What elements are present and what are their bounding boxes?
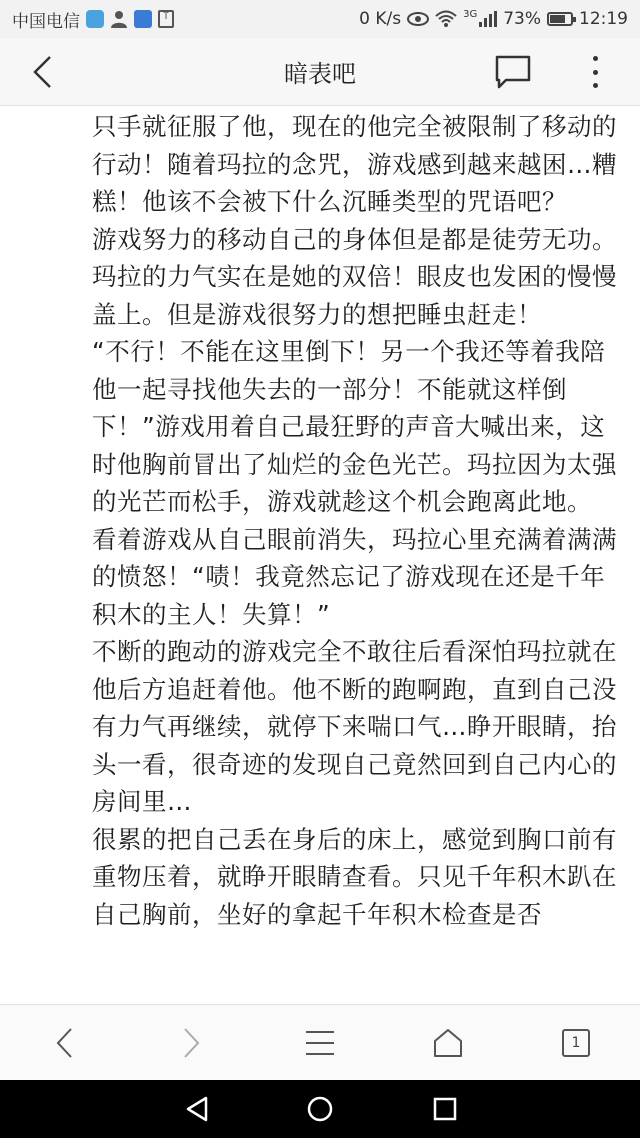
- menu-icon: [304, 1029, 336, 1057]
- battery-fill: [550, 15, 565, 23]
- system-recents-button[interactable]: [430, 1094, 460, 1124]
- browser-toolbar: [0, 1004, 640, 1080]
- system-nav-bar: [0, 1080, 640, 1138]
- more-dot-icon: [593, 70, 598, 75]
- network-type: 3G: [463, 8, 478, 20]
- more-dot-icon: [593, 83, 598, 88]
- browser-menu-button[interactable]: [300, 1023, 340, 1063]
- back-button[interactable]: [24, 54, 60, 90]
- article-content: [92, 108, 622, 1003]
- home-icon: [432, 1028, 464, 1058]
- chevron-right-icon: [183, 1027, 201, 1059]
- carrier-label: 中国电信: [12, 11, 80, 32]
- browser-tabs-button[interactable]: [556, 1023, 596, 1063]
- shield-icon: [134, 10, 152, 28]
- status-bar: [0, 0, 640, 38]
- status-left: [12, 7, 174, 32]
- more-options-button[interactable]: [580, 52, 610, 92]
- signal-icon: [479, 11, 497, 27]
- status-right: [359, 9, 628, 29]
- circle-home-icon: [306, 1095, 334, 1123]
- battery-percent: 73%: [503, 9, 541, 29]
- article-paragraph: 不断的跑动的游戏完全不敢往后看深怕玛拉就在他后方追赶着他。他不断的跑啊跑，直到自己没有力气再继续，就停下来喘口气…睁开眼睛，抬头一看，很奇迹的发现自己竟然回到自己内心的房间里…: [92, 637, 617, 816]
- app-notification-icon: [86, 10, 104, 28]
- more-dot-icon: [593, 56, 598, 61]
- upload-icon: [158, 10, 174, 28]
- wifi-icon: [435, 10, 457, 28]
- article-paragraph: “不行！不能在这里倒下！另一个我还等着我陪他一起寻找他失去的一部分！不能就这样倒下！”游戏用着自己最狂野的声音大喊出来，这时他胸前冒出了灿烂的金色光芒。玛拉因为太强的光芒而松手，游戏就趁这个机会跑离此地。: [92, 337, 617, 516]
- browser-forward-button[interactable]: [172, 1023, 212, 1063]
- browser-home-button[interactable]: [428, 1023, 468, 1063]
- system-home-button[interactable]: [305, 1094, 335, 1124]
- article-paragraph: 很累的把自己丢在身后的床上，感觉到胸口前有重物压着，就睁开眼睛查看。只见千年积木趴在自己胸前，坐好的拿起千年积木检查是否: [92, 824, 617, 929]
- system-back-button[interactable]: [182, 1094, 212, 1124]
- comment-icon: [494, 54, 532, 90]
- app-header: [0, 38, 640, 106]
- battery-icon: [547, 12, 573, 26]
- person-icon: [110, 10, 128, 28]
- tab-count: 1: [562, 1029, 590, 1057]
- article-paragraph: 只手就征服了他，现在的他完全被限制了移动的行动！随着玛拉的念咒，游戏感到越来越困…糟糕！他该不会被下什么沉睡类型的咒语吧？: [92, 112, 617, 216]
- eye-icon: [407, 12, 429, 26]
- article-paragraph: 游戏努力的移动自己的身体但是都是徒劳无功。玛拉的力气实在是她的双倍！眼皮也发困的慢慢盖上。但是游戏很努力的想把睡虫赶走！: [92, 224, 617, 329]
- triangle-back-icon: [185, 1096, 209, 1122]
- chevron-left-icon: [32, 55, 52, 89]
- network-speed: 0 K/s: [359, 9, 402, 29]
- article-paragraph: 看着游戏从自己眼前消失，玛拉心里充满着满满的愤怒！“啧！我竟然忘记了游戏现在还是千年积木的主人！失算！”: [92, 524, 617, 629]
- square-recents-icon: [433, 1097, 457, 1121]
- chevron-left-icon: [55, 1027, 73, 1059]
- comment-button[interactable]: [494, 54, 532, 90]
- clock: 12:19: [579, 9, 628, 29]
- page-title: 暗表吧: [284, 60, 356, 88]
- browser-back-button[interactable]: [44, 1023, 84, 1063]
